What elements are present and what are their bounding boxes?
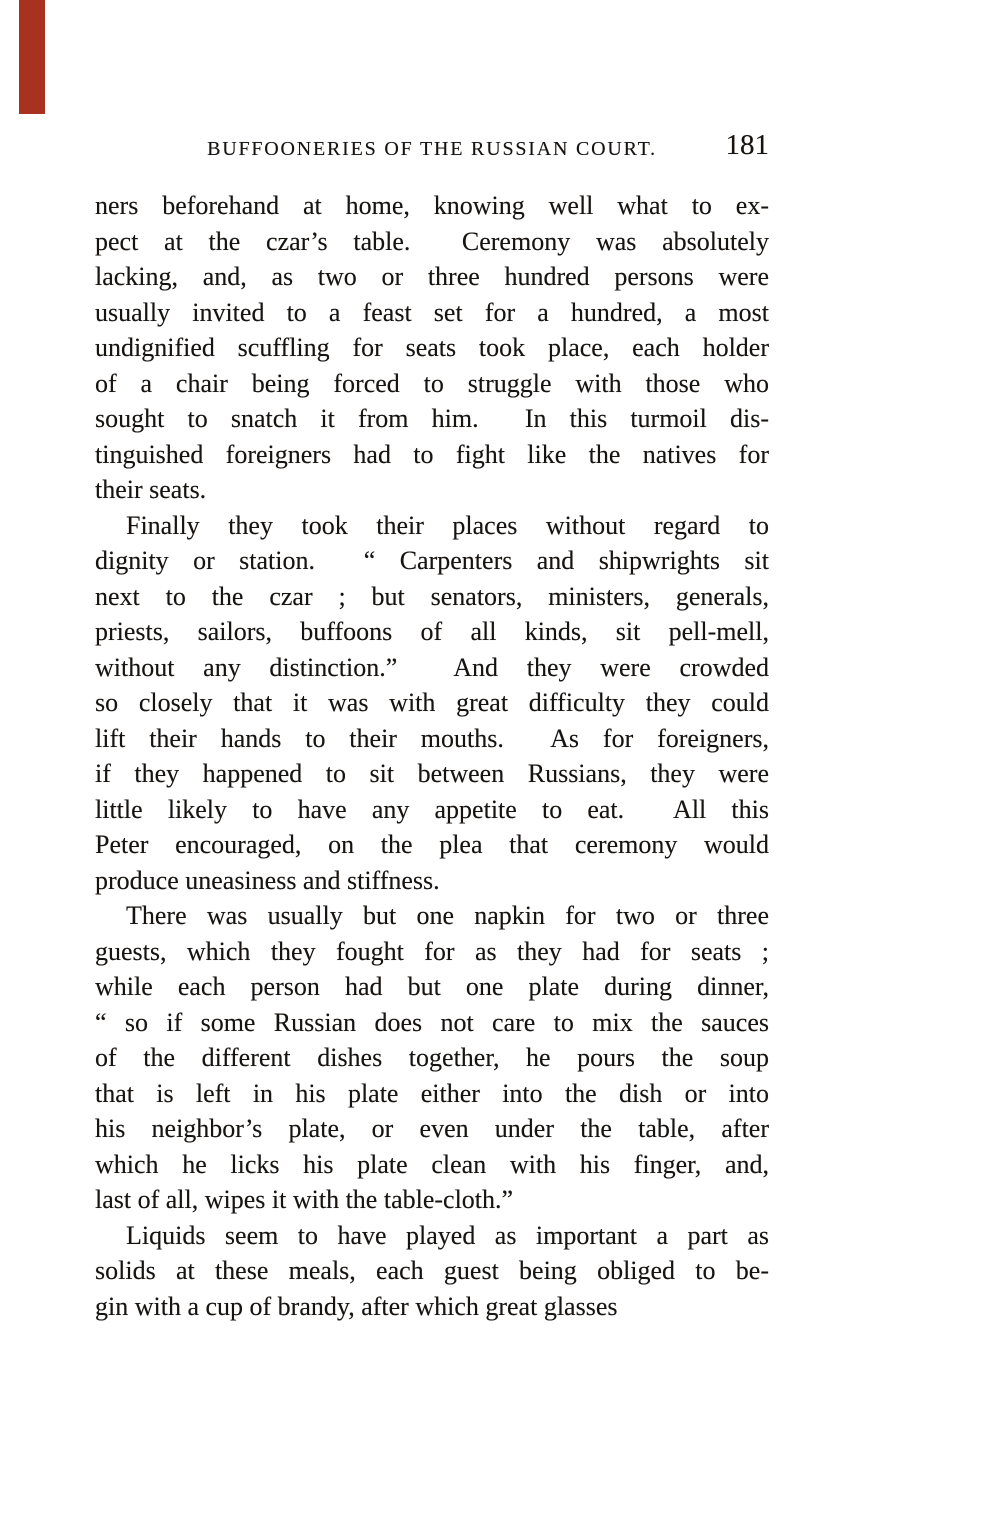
text-line: next to the czar ; but senators, ministers, generals,	[95, 581, 769, 611]
text-line: pect at the czar’s table. Ceremony was absolutely	[95, 226, 769, 256]
text-line: which he licks his plate clean with his finger, and,	[95, 1149, 769, 1179]
text-line: lacking, and, as two or three hundred persons were	[95, 262, 769, 291]
paragraph	[95, 508, 769, 899]
page-header	[95, 129, 769, 165]
text-line: usually invited to a feast set for a hundred, a most	[95, 297, 769, 327]
text-line: produce uneasiness and stiffness.	[95, 865, 440, 895]
text-line: There was usually but one napkin for two or three	[126, 901, 769, 930]
text-line: ners beforehand at home, knowing well what to ex-	[95, 191, 769, 220]
page-number: 181	[725, 129, 769, 161]
text-line: Liquids seem to have played as important a part as	[126, 1220, 769, 1250]
text-line: Finally they took their places without regard to	[126, 510, 769, 540]
text-line: tinguished foreigners had to fight like the natives for	[95, 439, 769, 469]
text-line: solids at these meals, each guest being obliged to be-	[95, 1256, 769, 1285]
text-line: priests, sailors, buffoons of all kinds, sit pell-mell,	[95, 617, 769, 646]
running-title: BUFFOONERIES OF THE RUSSIAN COURT.	[207, 138, 657, 160]
paragraph	[95, 1218, 769, 1325]
text-line: of the different dishes together, he pours the soup	[95, 1043, 769, 1072]
paragraph	[95, 898, 769, 1218]
text-line: little likely to have any appetite to eat. All this	[95, 794, 769, 824]
paragraph	[95, 188, 769, 508]
text-line: so closely that it was with great difficulty they could	[95, 688, 769, 717]
text-line: that is left in his plate either into the dish or into	[95, 1078, 769, 1108]
text-line: lift their hands to their mouths. As for foreigners,	[95, 723, 769, 753]
text-line: guests, which they fought for as they had for seats ;	[95, 936, 769, 966]
text-line: while each person had but one plate during dinner,	[95, 972, 769, 1001]
text-line: their seats.	[95, 475, 207, 504]
text-line: sought to snatch it from him. In this turmoil dis-	[95, 404, 769, 433]
text-line: if they happened to sit between Russians, they were	[95, 759, 769, 788]
text-line: Peter encouraged, on the plea that ceremony would	[95, 830, 769, 859]
text-line: “ so if some Russian does not care to mix the sauces	[95, 1007, 769, 1037]
text-line: gin with a cup of brandy, after which great glasses	[95, 1291, 618, 1321]
text-line: undignified scuffling for seats took place, each holder	[95, 333, 769, 362]
text-line: without any distinction.” And they were crowded	[95, 652, 769, 682]
text-line: dignity or station. “ Carpenters and shipwrights sit	[95, 546, 769, 575]
text-line: his neighbor’s plate, or even under the table, after	[95, 1114, 769, 1143]
text-line: of a chair being forced to struggle with those who	[95, 368, 769, 398]
text-line: last of all, wipes it with the table-cloth.”	[95, 1185, 514, 1214]
text-block	[95, 188, 769, 1324]
scan-artifact-red-mark	[19, 0, 45, 114]
